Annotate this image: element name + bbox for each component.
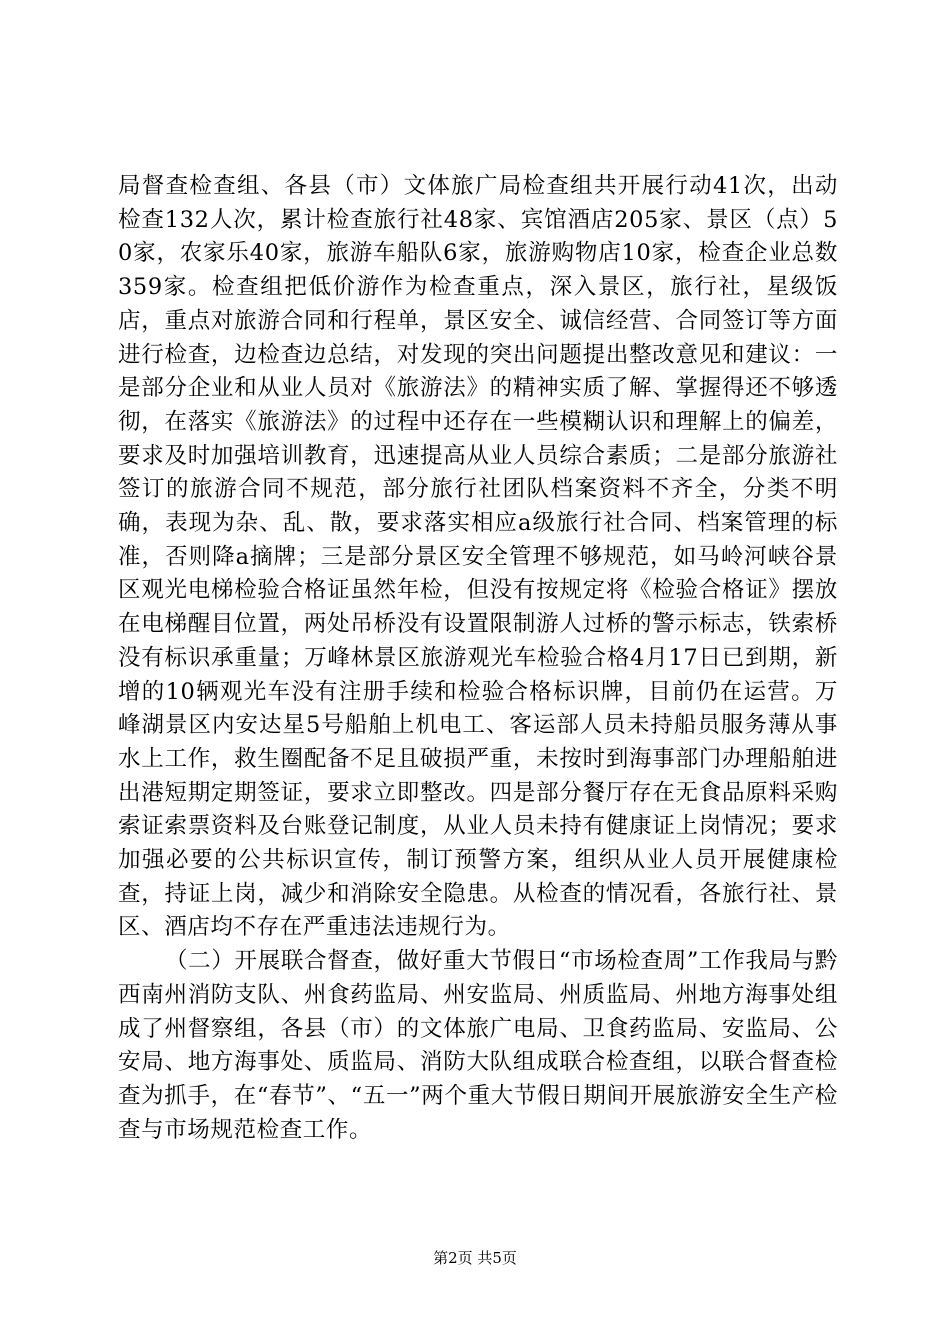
page-footer xyxy=(0,1248,950,1268)
document-body xyxy=(118,170,838,1147)
paragraph-inspection-results: 局督查检查组、各县（市）文体旅广局检查组共开展行动41次，出动检查132人次，累计检查旅行社48家、宾馆酒店205家、景区（点）50家，农家乐40家，旅游车船队6家，旅游购物店10家，检查企业总数359家。检查组把低价游作为检查重点，深入景区，旅行社，星级饭店，重点对旅游合同和行程单，景区安全、诚信经营、合同签订等方面进行检查，边检查边总结，对发现的突出问题提出整改意见和建议：一是部分企业和从业人员对《旅游法》的精神实质了解、掌握得还不够透彻，在落实《旅游法》的过程中还存在一些模糊认识和理解上的偏差，要求及时加强培训教育，迅速提高从业人员综合素质；二是部分旅游社签订的旅游合同不规范，部分旅行社团队档案资料不齐全，分类不明确，表现为杂、乱、散，要求落实相应a级旅行社合同、档案管理的标准，否则降a摘牌；三是部分景区安全管理不够规范，如马岭河峡谷景区观光电梯检验合格证虽然年检，但没有按规定将《检验合格证》摆放在电梯醒目位置，两处吊桥没有设置限制游人过桥的警示标志，铁索桥没有标识承重量；万峰林景区旅游观光车检验合格4月17日已到期，新增的10辆观光车没有注册手续和检验合格标识牌，目前仍在运营。万峰湖景区内安达星5号船舶上机电工、客运部人员未持船员服务薄从事水上工作，救生圈配备不足且破损严重，未按时到海事部门办理船舶进出港短期定期签证，要求立即整改。四是部分餐厅存在无食品原料采购索证索票资料及台账登记制度，从业人员未持有健康证上岗情况；要求加强必要的公共标识宣传，制订预警方案，组织从业人员开展健康检查，持证上岗，减少和消除安全隐患。从检查的情况看，各旅行社、景区、酒店均不存在严重违法违规行为。 xyxy=(118,173,838,941)
page-number-label: 第2页 共5页 xyxy=(433,1249,517,1267)
paragraph-joint-supervision: （二）开展联合督查，做好重大节假日“市场检查周”工作我局与黔西南州消防支队、州食药监局、州安监局、州质监局、州地方海事处组成了州督察组，各县（市）的文体旅广电局、卫食药监局、安监局、公安局、地方海事处、质监局、消防大队组成联合检查组，以联合督查检查为抓手，在“春节”、“五一”两个重大节假日期间开展旅游安全生产检查与市场规范检查工作。 xyxy=(118,948,838,1143)
